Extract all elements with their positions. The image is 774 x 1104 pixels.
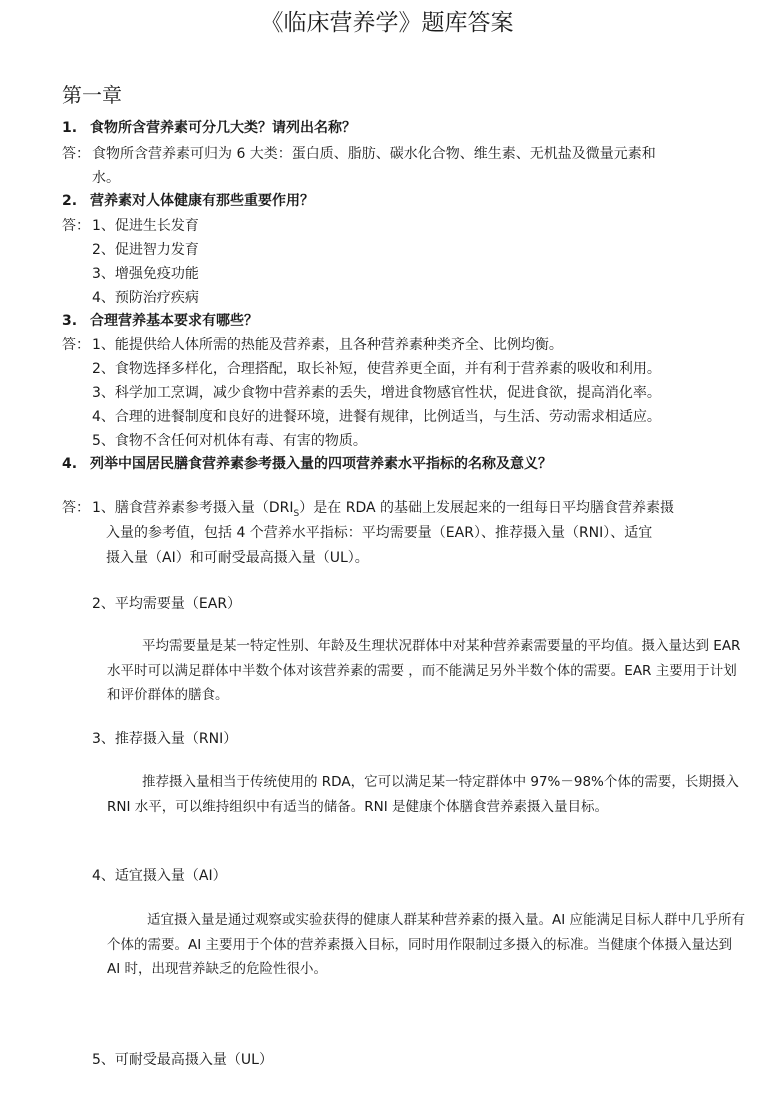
question-number: 1. (62, 120, 78, 136)
ul-heading: 5、可耐受最高摄入量（UL） (92, 1052, 273, 1068)
answer-2-item: 2、促进智力发育 (92, 242, 199, 258)
answer-2-item: 1、促进生长发育 (92, 218, 199, 234)
question-2 (62, 189, 314, 213)
chapter-heading: 第一章 (62, 83, 122, 107)
question-4 (62, 452, 552, 476)
intro-text-a: 1、膳食营养素参考摄入量（DRI (92, 500, 294, 516)
answer-3-item: 4、合理的进餐制度和良好的进餐环境，进餐有规律，比例适当，与生活、劳动需求相适应。 (92, 409, 661, 425)
answer-1-line-1: 食物所含营养素可归为 6 大类：蛋白质、脂肪、碳水化合物、维生素、无机盐及微量元素和 (92, 146, 656, 162)
question-3 (62, 309, 258, 333)
answer-4-intro-line-2: 入量的参考值，包括 4 个营养水平指标：平均需要量（EAR）、推荐摄入量（RNI）、适宜 (106, 525, 653, 541)
intro-subscript: S (293, 508, 300, 519)
answer-3-item: 5、食物不含任何对机体有毒、有害的物质。 (92, 433, 367, 449)
ai-paragraph: 适宜摄入量是通过观察或实验获得的健康人群某种营养素的摄入量。AI 应能满足目标人群中几乎所有个体的需要。AI 主要用于个体的营养素摄入目标，同时用作限制过多摄入的标准。当健康个体摄入量达到 AI 时，出现营养缺乏的危险性很小。 (107, 912, 746, 977)
ai-heading: 4、适宜摄入量（AI） (92, 868, 227, 884)
intro-text-b: ）是在 RDA 的基础上发展起来的一组每日平均膳食营养素摄 (299, 500, 675, 516)
answer-label: 答： (62, 500, 90, 516)
question-number: 2. (62, 193, 78, 209)
answer-3-item: 2、食物选择多样化，合理搭配，取长补短，使营养更全面，并有利于营养素的吸收和利用。 (92, 361, 661, 377)
question-number: 4. (62, 456, 78, 472)
answer-label: 答： (62, 218, 90, 234)
ear-paragraph: 平均需要量是某一特定性别、年龄及生理状况群体中对某种营养素需要量的平均值。摄入量达到 EAR 水平时可以满足群体中半数个体对该营养素的需要 ，而不能满足另外半数个体的需要。EAR 主要用于计划和评价群体的膳食。 (107, 638, 741, 703)
question-text: 营养素对人体健康有那些重要作用？ (90, 193, 314, 209)
question-number: 3. (62, 313, 78, 329)
answer-2-item: 3、增强免疫功能 (92, 266, 199, 282)
answer-3-item: 3、科学加工烹调，减少食物中营养素的丢失，增进食物感官性状，促进食欲，提高消化率。 (92, 385, 661, 401)
answer-2-item: 4、预防治疗疾病 (92, 290, 199, 306)
question-text: 合理营养基本要求有哪些？ (90, 313, 258, 329)
question-text: 食物所含营养素可分几大类？请列出名称？ (90, 120, 356, 136)
rni-paragraph: 推荐摄入量相当于传统使用的 RDA，它可以满足某一特定群体中 97%－98%个体的需要，长期摄入 RNI 水平，可以维持组织中有适当的储备。RNI 是健康个体膳食营养素摄入量目标。 (107, 774, 739, 815)
document-title: 《临床营养学》题库答案 (260, 10, 514, 36)
answer-3-item: 1、能提供给人体所需的热能及营养素，且各种营养素种类齐全、比例均衡。 (92, 337, 563, 353)
answer-label: 答： (62, 337, 90, 353)
rni-heading: 3、推荐摄入量（RNI） (92, 731, 238, 747)
answer-1-line-2: 水。 (92, 170, 120, 186)
answer-4-intro-line-3: 摄入量（AI）和可耐受最高摄入量（UL）。 (106, 550, 369, 566)
question-text: 列举中国居民膳食营养素参考摄入量的四项营养素水平指标的名称及意义？ (90, 456, 552, 472)
question-1 (62, 116, 356, 140)
answer-label: 答： (62, 146, 90, 162)
ear-heading: 2、平均需要量（EAR） (92, 596, 242, 612)
